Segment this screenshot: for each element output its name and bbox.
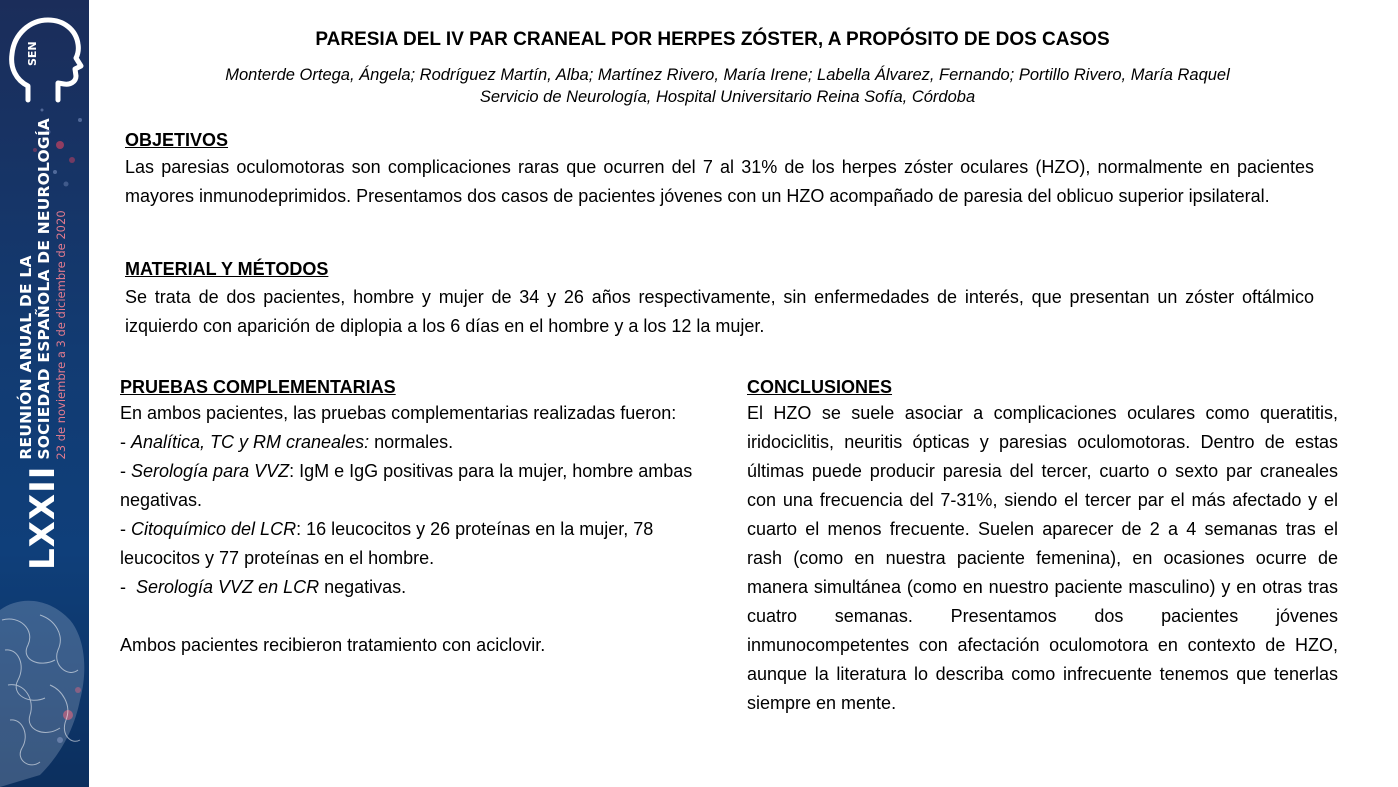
- congress-edition: LXXII: [23, 465, 63, 570]
- congress-sidebar: [0, 0, 89, 787]
- brain-illustration: [0, 590, 89, 787]
- conclusiones-text: El HZO se suele asociar a complicaciones oculares como queratitis, iridociclitis, neuritis ópticas y paresias oculomotoras. Dentro de estas últimas puede producir paresia del tercer, cuarto o sexto par craneales con una frecuencia del 7-31%, siendo el tercer par el más afectado y el cuarto el menos frecuente. Suelen aparecer de 2 a 4 semanas tras el rash (como en nuestra paciente femenina), en ocasiones ocurre de manera simultánea (como en nuestro paciente masculino) y en otras tras cuatro semanas. Presentamos dos pacientes jóvenes inmunocompetentes con afectación oculomotora en contexto de HZO, aunque la literatura lo describa como infrecuente tenemos que tenerlas siempre en mente.: [747, 403, 1338, 713]
- material-heading: MATERIAL Y MÉTODOS: [125, 259, 329, 279]
- sen-logo: [6, 14, 84, 104]
- list-item: - Citoquímico del LCR: 16 leucocitos y 26 proteínas en la mujer, 78 leucocitos y 77 proteínas en el hombre.: [120, 519, 654, 568]
- pruebas-heading: PRUEBAS COMPLEMENTARIAS: [120, 377, 396, 397]
- sen-logo-text: SEN: [26, 41, 39, 66]
- objetivos-heading: OBJETIVOS: [125, 130, 229, 150]
- list-item: - Analítica, TC y RM craneales: normales.: [120, 432, 454, 452]
- pruebas-closing: Ambos pacientes recibieron tratamiento con aciclovir.: [120, 635, 546, 655]
- congress-name-line1: REUNIÓN ANUAL DE LA: [16, 255, 35, 460]
- affiliation-line: Servicio de Neurología, Hospital Universitario Reina Sofía, Córdoba: [479, 88, 976, 106]
- poster-title: PARESIA DEL IV PAR CRANEAL POR HERPES ZÓSTER, A PROPÓSITO DE DOS CASOS: [315, 29, 1110, 50]
- pruebas-block: [120, 399, 715, 660]
- congress-dates: 23 de noviembre a 3 de diciembre de 2020: [53, 210, 68, 460]
- material-text: Se trata de dos pacientes, hombre y mujer de 34 y 26 años respectivamente, sin enfermedades de interés, que presentan un zóster oftálmico izquierdo con aparición de diplopia a los 6 días en el hombre y a los 12 la mujer.: [125, 287, 1314, 336]
- objetivos-text: Las paresias oculomotoras son complicaciones raras que ocurren del 7 al 31% de los herpes zóster oculares (HZO), normalmente en pacientes mayores inmunodeprimidos. Presentamos dos casos de pacientes jóvenes con un HZO acompañado de paresia del oblicuo superior ipsilateral.: [125, 157, 1314, 206]
- pruebas-intro: En ambos pacientes, las pruebas complementarias realizadas fueron:: [120, 403, 677, 423]
- blank-line: [120, 602, 715, 631]
- conclusiones-heading: CONCLUSIONES: [747, 377, 893, 397]
- congress-title-block: [10, 118, 76, 570]
- congress-name-line2: SOCIEDAD ESPAÑOLA DE NEUROLOGÍA: [34, 118, 53, 460]
- list-item: - Serología VVZ en LCR negativas.: [120, 577, 407, 597]
- list-item: - Serología para VVZ: IgM e IgG positivas para la mujer, hombre ambas negativas.: [120, 461, 693, 510]
- authors-line: Monterde Ortega, Ángela; Rodríguez Martín, Alba; Martínez Rivero, María Irene; Labella Álvarez, Fernando; Portillo Rivero, María Raquel: [225, 66, 1230, 84]
